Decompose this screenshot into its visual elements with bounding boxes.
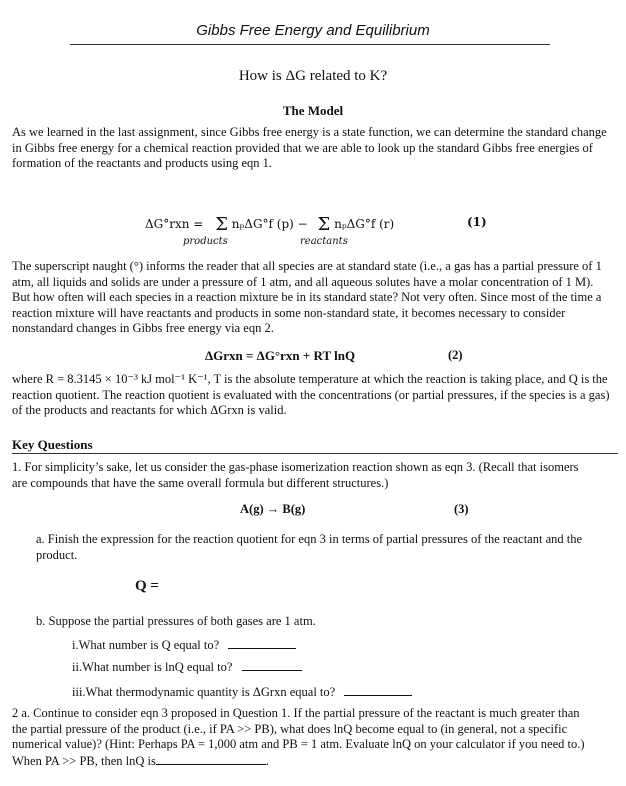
page-title: How is ΔG related to K? bbox=[238, 68, 388, 84]
question-2a-text: 2 a. Continue to consider eqn 3 proposed in Question 1. If the partial pressure of the reactant is much greater than the partial pressure of the product (i.e., if PA >> PB), what does lnQ become equal to (in general, not a specific numerical value)? (Hint: Perhaps PA = 1,000 atm and PB = 1 atm. Evaluate lnQ on your calculator if you need to.) When PA >> PB, then lnQ is bbox=[12, 706, 585, 768]
question-1b: b. Suppose the partial pressures of both gases are 1 atm. bbox=[36, 614, 316, 628]
equation-1 bbox=[145, 214, 394, 235]
eq1-number: (1) bbox=[467, 215, 487, 229]
equation-3: A(g) → B(g) bbox=[240, 502, 306, 516]
header-rule bbox=[70, 44, 550, 45]
eq1-term2: nₚΔG°f (r) bbox=[334, 217, 395, 231]
sigma-products: Σ bbox=[215, 214, 228, 235]
question-1b-i-text: i.What number is Q equal to? bbox=[72, 638, 220, 652]
eq3-number: (3) bbox=[454, 502, 469, 516]
model-heading: The Model bbox=[282, 103, 344, 118]
key-questions-heading: Key Questions bbox=[12, 437, 93, 452]
definitions-paragraph: where R = 8.3145 × 10⁻³ kJ mol⁻¹ K⁻¹, T is the absolute temperature at which the reaction is taking place, and Q is the reaction quotient. The reaction quotient is evaluated with the concentrations (or partial pressures, if the species is a gas) of the products and reactants for which ΔGrxn is valid. bbox=[12, 372, 610, 417]
question-1b-i bbox=[72, 637, 472, 654]
eq2-number: (2) bbox=[448, 348, 463, 362]
question-1b-iii-text: iii.What thermodynamic quantity is ΔGrxn equal to? bbox=[72, 685, 336, 699]
eq1-reactants-label: reactants bbox=[300, 236, 348, 247]
question-1b-ii-text: ii.What number is lnQ equal to? bbox=[72, 660, 233, 674]
answer-blank-1b-ii[interactable] bbox=[242, 659, 302, 671]
standard-state-paragraph: The superscript naught (°) informs the reader that all species are at standard state (i.e., a gas has a partial pressure of 1 atm, all liquids and solids are under a pressure of 1 atm, and all aqueous solutes have a molar concentration of 1 M). But how often will each species in a reaction mixture be in its standard state? Not very often. Since most of the time a reaction mixture will have reactants and products in some non-standard state, it becomes necessary to consider nonstandard changes in Gibbs free energy via eqn 2. bbox=[12, 259, 602, 335]
key-questions-rule bbox=[12, 453, 618, 454]
eq1-term1: nₚΔG°f (p) − bbox=[231, 217, 308, 231]
sigma-reactants: Σ bbox=[317, 214, 331, 235]
eq1-products-label: products bbox=[183, 236, 228, 247]
answer-blank-2a[interactable] bbox=[156, 753, 266, 765]
answer-blank-1b-iii[interactable] bbox=[344, 684, 412, 696]
eq1-lhs: ΔG°rxn = bbox=[145, 217, 204, 231]
intro-paragraph: As we learned in the last assignment, since Gibbs free energy is a state function, we can determine the standard change in Gibbs free energy for a chemical reaction provided that we are able to look up the standard Gibbs free energies of formation of the reactants and products using eqn 1. bbox=[12, 125, 607, 170]
q-expression-label: Q = bbox=[135, 578, 159, 594]
question-1b-ii bbox=[72, 659, 472, 676]
document-header: Gibbs Free Energy and Equilibrium bbox=[196, 22, 430, 39]
question-1b-iii bbox=[72, 684, 492, 701]
equation-2: ΔGrxn = ΔG°rxn + RT lnQ bbox=[205, 348, 356, 363]
question-1a: a. Finish the expression for the reaction quotient for eqn 3 in terms of partial pressures of the reactant and the product. bbox=[36, 532, 583, 562]
question-2a: 2 a. Continue to consider eqn 3 proposed in Question 1. If the partial pressure of the reactant is much greater than the partial pressure of the product (i.e., if PA >> PB), what does lnQ become equal to (in general, not a specific numerical value)? (Hint: Perhaps PA = 1,000 atm and PB = 1 atm. Evaluate lnQ on your calculator if you need to.) When PA >> PB, then lnQ is . bbox=[12, 706, 585, 768]
answer-blank-1b-i[interactable] bbox=[228, 637, 296, 649]
question-1: 1. For simplicity’s sake, let us consider the gas-phase isomerization reaction shown as eqn 3. (Recall that isomers are compounds that have the same overall formula but different structures.) bbox=[12, 460, 579, 490]
